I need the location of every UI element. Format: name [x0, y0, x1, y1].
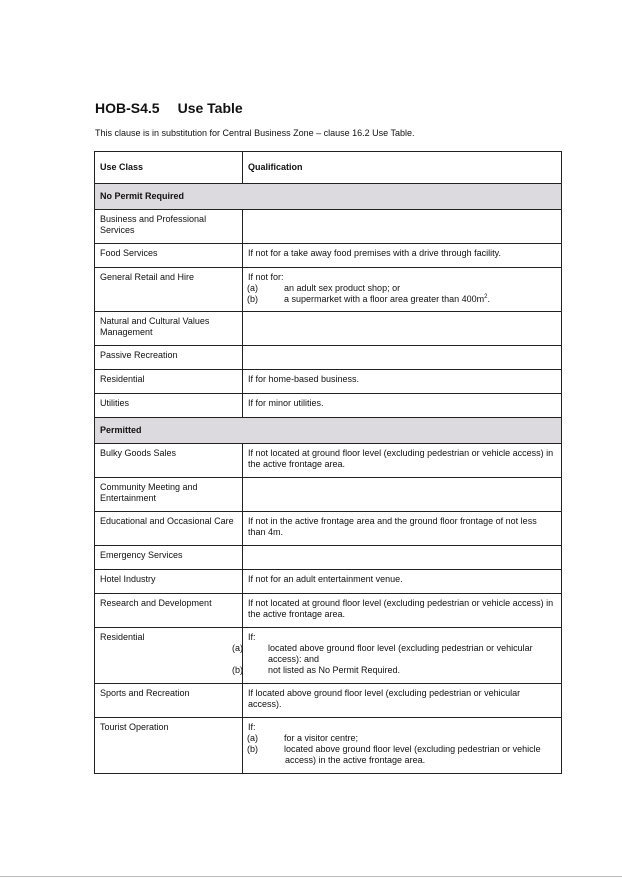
table-row: [95, 444, 562, 478]
use-class-cell: Residential: [95, 628, 243, 684]
qualification-cell: If not in the active frontage area and the ground floor frontage of not less than 4m.: [243, 512, 562, 546]
list-item-label: (a): [232, 643, 243, 653]
table-header-row: [95, 152, 562, 184]
use-class-cell: Bulky Goods Sales: [95, 444, 243, 478]
list-item: [232, 643, 556, 665]
use-class-cell: Emergency Services: [95, 546, 243, 570]
list-item-label: (a): [247, 283, 258, 293]
use-class-cell: Sports and Recreation: [95, 684, 243, 718]
qualification-cell: If not for a take away food premises with a drive through facility.: [243, 244, 562, 268]
qualification-cell: [232, 628, 562, 684]
qualification-cell: [243, 718, 562, 774]
table-row: [95, 210, 562, 244]
use-class-cell: Business and Professional Services: [95, 210, 243, 244]
qualification-list: [248, 283, 556, 305]
qualification-intro: If:: [248, 722, 256, 732]
table-row: [95, 268, 562, 312]
list-item: [248, 744, 556, 766]
qualification-cell: If not located at ground floor level (excluding pedestrian or vehicle access) in the active frontage area.: [243, 594, 562, 628]
table-row: [95, 346, 562, 370]
section-title: Permitted: [95, 418, 562, 444]
table-row: [95, 628, 562, 684]
qualification-list: [248, 733, 556, 766]
table-row: [95, 684, 562, 718]
qualification-cell: [243, 210, 562, 244]
clause-title: Use Table: [177, 100, 243, 116]
use-class-cell: General Retail and Hire: [95, 268, 243, 312]
section-row: [95, 418, 562, 444]
table-row: [95, 478, 562, 512]
table-row: [95, 718, 562, 774]
use-table-body: [95, 152, 562, 774]
qualification-cell: [243, 346, 562, 370]
table-row: [95, 312, 562, 346]
page-heading: [95, 100, 243, 116]
qualification-cell: If not for an adult entertainment venue.: [243, 570, 562, 594]
table-row: [95, 394, 562, 418]
table-row: [95, 570, 562, 594]
page-bottom-divider: [0, 876, 622, 877]
list-item-label: (b): [247, 294, 258, 304]
list-item-label: (a): [247, 733, 258, 743]
qualification-cell: If for home-based business.: [243, 370, 562, 394]
intro-text: This clause is in substitution for Central Business Zone – clause 16.2 Use Table.: [95, 128, 415, 138]
section-row: [95, 184, 562, 210]
qualification-cell: If not located at ground floor level (excluding pedestrian or vehicle access) in the active frontage area.: [243, 444, 562, 478]
list-item: [248, 283, 556, 294]
use-class-cell: Tourist Operation: [95, 718, 243, 774]
section-title: No Permit Required: [95, 184, 562, 210]
list-item: [232, 665, 556, 676]
qualification-intro: If not for:: [248, 272, 284, 282]
list-item-text: located above ground floor level (excluding pedestrian or vehicular access): and: [268, 643, 533, 664]
qualification-cell: If located above ground floor level (excluding pedestrian or vehicular access).: [243, 684, 562, 718]
qualification-list: [232, 643, 556, 676]
list-item-suffix: .: [487, 294, 490, 304]
use-class-cell: Hotel Industry: [95, 570, 243, 594]
list-item-text: for a visitor centre;: [284, 733, 359, 743]
list-item: [248, 733, 556, 744]
use-table: [94, 151, 562, 774]
qualification-cell: [243, 546, 562, 570]
use-class-cell: Educational and Occasional Care: [95, 512, 243, 546]
qualification-cell: [243, 312, 562, 346]
list-item-text: located above ground floor level (excluding pedestrian or vehicle access) in the active frontage area.: [284, 744, 541, 765]
use-class-cell: Utilities: [95, 394, 243, 418]
table-row: [95, 546, 562, 570]
list-item-text: an adult sex product shop; or: [284, 283, 401, 293]
list-item-text: a supermarket with a floor area greater than 400m: [284, 294, 485, 304]
header-use-class: Use Class: [95, 152, 243, 184]
list-item-text: not listed as No Permit Required.: [268, 665, 401, 675]
superscript: 2: [484, 294, 488, 300]
qualification-cell: If for minor utilities.: [243, 394, 562, 418]
use-class-cell: Community Meeting and Entertainment: [95, 478, 243, 512]
clause-code: HOB-S4.5: [95, 100, 160, 116]
table-row: [95, 512, 562, 546]
use-class-cell: Passive Recreation: [95, 346, 243, 370]
use-class-cell: Research and Development: [95, 594, 243, 628]
table-row: [95, 594, 562, 628]
use-class-cell: Food Services: [95, 244, 243, 268]
qualification-cell: [243, 268, 562, 312]
table-row: [95, 370, 562, 394]
header-qualification: Qualification: [243, 152, 562, 184]
list-item-label: (b): [247, 744, 258, 754]
list-item-label: (b): [232, 665, 243, 675]
qualification-cell: [243, 478, 562, 512]
use-class-cell: Residential: [95, 370, 243, 394]
table-row: [95, 244, 562, 268]
qualification-intro: If:: [248, 632, 256, 642]
use-class-cell: Natural and Cultural Values Management: [95, 312, 243, 346]
list-item: [248, 294, 556, 305]
